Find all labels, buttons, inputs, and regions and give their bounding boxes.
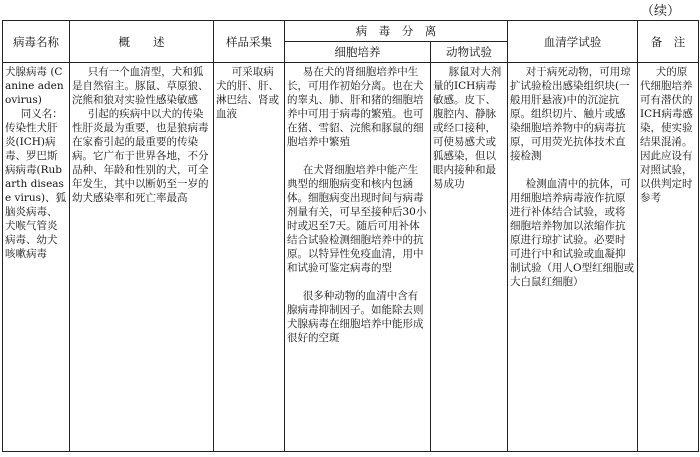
- header-cell-culture: 细胞培养: [285, 42, 431, 63]
- virus-name: 犬腺病毒 (Canine adenovirus): [5, 66, 64, 106]
- header-remarks: 备 注: [638, 21, 699, 63]
- virus-table: [2, 20, 699, 452]
- header-row: [3, 21, 699, 42]
- cell-animal-test: [431, 63, 508, 452]
- cell-sample: [214, 63, 285, 452]
- animal-test-text: 豚鼠对大剂量的ICH病毒敏感。皮下、腹腔内、静脉或经口接种，可使易感犬或狐感染，但以眼内接种和最易成功: [433, 66, 502, 190]
- table-row: [3, 63, 699, 452]
- cell-name: [3, 63, 70, 452]
- overview-p2: 引起的疾病中以犬的传染性肝炎最为重要，也是狼病毒在家畜引起的最重要的传染病。它广布于世界各地，不分品种、年龄和性别的犬，可全年发生，其中以断奶至一岁的幼犬感染率和死亡率最高: [72, 108, 209, 204]
- header-isolation: 病 毒 分 离: [285, 21, 508, 42]
- serology-p1: 对于病死动物，可用琼扩试验检出感染组织块(一般用肝悬液)中的沉淀抗原。组织切片、触片或感染细胞培养物中的病毒抗原，可用荧光抗体技术直接检测: [510, 66, 631, 162]
- synonyms: 同义名：传染性犬肝炎(ICH)病毒、罗巴斯病病毒(Rubarth disease virus)、狐脑炎病毒、犬喉气管炎病毒、幼犬咳嗽病毒: [5, 108, 67, 260]
- cell-culture-p2: 在犬肾细胞培养中能产生典型的细胞病变和核内包涵体。细胞病变出现时间与病毒剂量有关，可早至接种后30小时或迟至7天。随后可用补体结合试验检测细胞培养中的抗原。以特异性免疫血清，用中和试验可鉴定病毒的型: [287, 164, 427, 274]
- header-serology: 血清学试验: [508, 21, 638, 63]
- cell-remarks: [638, 63, 699, 452]
- cell-serology: [508, 63, 638, 452]
- cell-culture-p3: 很多种动物的血清中含有腺病毒抑制因子。如能除去则犬腺病毒在细胞培养中能形成很好的空斑: [287, 290, 424, 344]
- cell-culture-p1: 易在犬的肾细胞培养中生长，可用作初始分离。也在犬的睾丸、肺、肝和猪的细胞培养中可用于病毒的繁殖。也可在猪、雪貂、浣熊和豚鼠的细胞培养中繁殖: [287, 66, 424, 148]
- remarks-text: 犬的原代细胞培养可有潜伏的ICH病毒感染，使实验结果混淆。因此应设有对照试验，以供判定时参考: [640, 66, 693, 204]
- header-name: 病毒名称: [3, 21, 70, 63]
- header-animal-test: 动物试验: [431, 42, 508, 63]
- header-sample: 样品采集: [214, 21, 285, 63]
- serology-p2: 检测血清中的抗体，可用细胞培养病毒液作抗原进行补体结合试验，或将细胞培养物加以浓缩作抗原进行琼扩试验。必要时可进行中和试验或血凝抑制试验（用人O型红细胞或大白鼠红细胞）: [510, 178, 635, 288]
- continued-label: （续）: [641, 4, 681, 19]
- overview-p1: 只有一个血清型，犬和狐是自然宿主。豚鼠、草原狼、浣熊和狼对实验性感染敏感: [72, 66, 209, 106]
- sample-text: 可采取病犬的肝、肝、淋巴结、肾或血液: [216, 66, 279, 120]
- cell-overview: [70, 63, 214, 452]
- cell-cell-culture: [285, 63, 431, 452]
- header-overview: 概 述: [70, 21, 214, 63]
